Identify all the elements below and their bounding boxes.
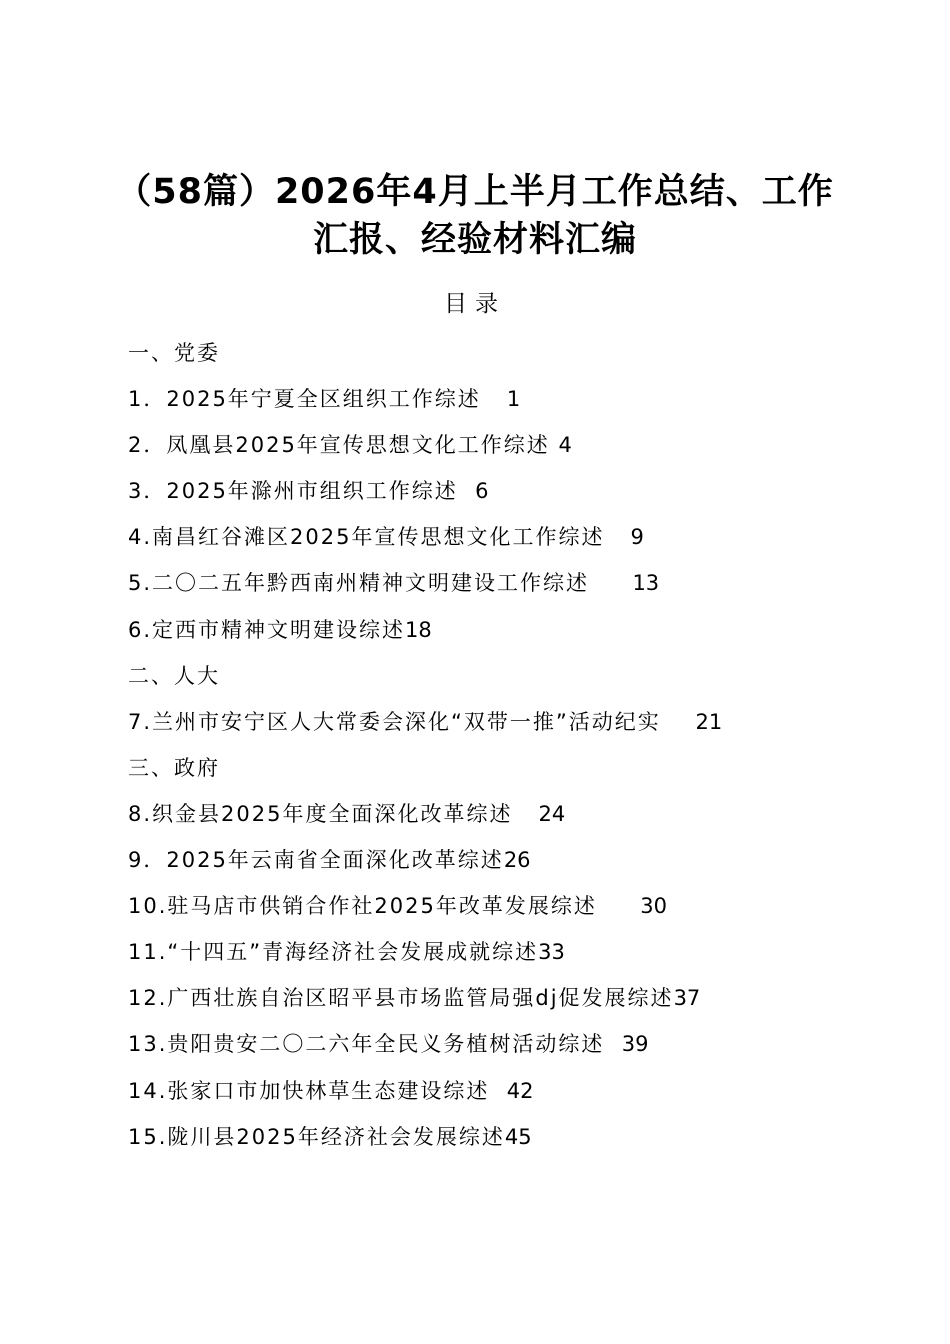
toc-entry-text: 3．2025年滁州市组织工作综述 [128,479,458,504]
toc-entry-page: 33 [538,940,565,965]
toc-entry[interactable] [128,1114,848,1160]
toc-entry[interactable] [128,699,848,745]
toc-entry-text: 4.南昌红谷滩区2025年宣传思想文化工作综述 [128,525,605,550]
toc-entry[interactable] [128,791,848,837]
toc-entry[interactable] [128,1021,848,1067]
toc-entry-text: 一、党委 [128,341,220,365]
toc-entry[interactable] [128,883,848,929]
toc-entry-page: 1 [506,387,521,412]
toc-entry-page: 26 [503,848,531,873]
toc-entry[interactable] [128,1068,848,1114]
toc-entry[interactable] [128,468,848,514]
document-title-line-2: 汇报、经验材料汇编 [312,220,637,260]
toc-entry-page: 39 [621,1032,649,1057]
toc-entry-text: 11.“十四五”青海经济社会发展成就综述 [128,940,539,965]
toc-entry[interactable] [128,422,848,468]
toc-entry-page: 6 [475,479,489,504]
toc-entry-text: 7.兰州市安宁区人大常委会深化“双带一推”活动纪实 [128,709,661,734]
toc-entry[interactable] [128,975,848,1021]
toc-entry[interactable] [128,837,848,883]
toc-entry[interactable] [128,514,848,560]
toc-entry-text: 12.广西壮族自治区昭平县市场监管局强dj促发展综述 [128,986,674,1011]
toc-heading: 目录 [444,291,506,317]
toc-entry-text: 14.张家口市加快林草生态建设综述 [128,1078,490,1103]
toc-entry-text: 8.织金县2025年度全面深化改革综述 [128,801,513,826]
toc-entry-text: 三、政府 [128,755,220,780]
toc-entry-text: 1．2025年宁夏全区组织工作综述 [128,387,481,412]
toc-entry-text: 9．2025年云南省全面深化改革综述 [128,848,504,873]
table-of-contents [128,330,848,1160]
toc-entry-page: 42 [506,1078,534,1103]
toc-section-party-committee [128,330,848,376]
toc-section-government [128,745,848,791]
toc-entry-text: 10.驻马店市供销合作社2025年改革发展综述 [128,894,597,919]
toc-entry-page: 45 [504,1124,532,1149]
toc-entry[interactable] [128,560,848,606]
toc-entry-page: 13 [632,571,660,596]
toc-entry[interactable] [128,929,848,975]
toc-entry[interactable] [128,607,848,653]
toc-entry-text: 6.定西市精神文明建设综述 [128,617,406,642]
toc-entry-text: 15.陇川县2025年经济社会发展综述 [128,1124,505,1149]
toc-entry-text: 2．凤凰县2025年宣传思想文化工作综述 [128,433,550,458]
toc-entry-text: 二、人大 [128,663,220,688]
toc-entry-text: 5.二〇二五年黔西南州精神文明建设工作综述 [128,571,590,596]
toc-entry-page: 37 [673,986,701,1011]
document-title [100,168,850,264]
toc-entry-page: 30 [640,894,667,919]
toc-entry-text: 13.贵阳贵安二〇二六年全民义务植树活动综述 [128,1032,605,1057]
toc-entry[interactable] [128,376,848,422]
toc-section-peoples-congress [128,653,848,699]
toc-entry-page: 21 [695,709,723,734]
toc-entry-page: 9 [630,525,644,550]
toc-entry-page: 18 [405,617,432,642]
document-title-line-1: （58篇）2026年4月上半月工作总结、工作 [116,172,834,212]
toc-entry-page: 4 [558,433,572,458]
toc-entry-page: 24 [538,801,566,826]
